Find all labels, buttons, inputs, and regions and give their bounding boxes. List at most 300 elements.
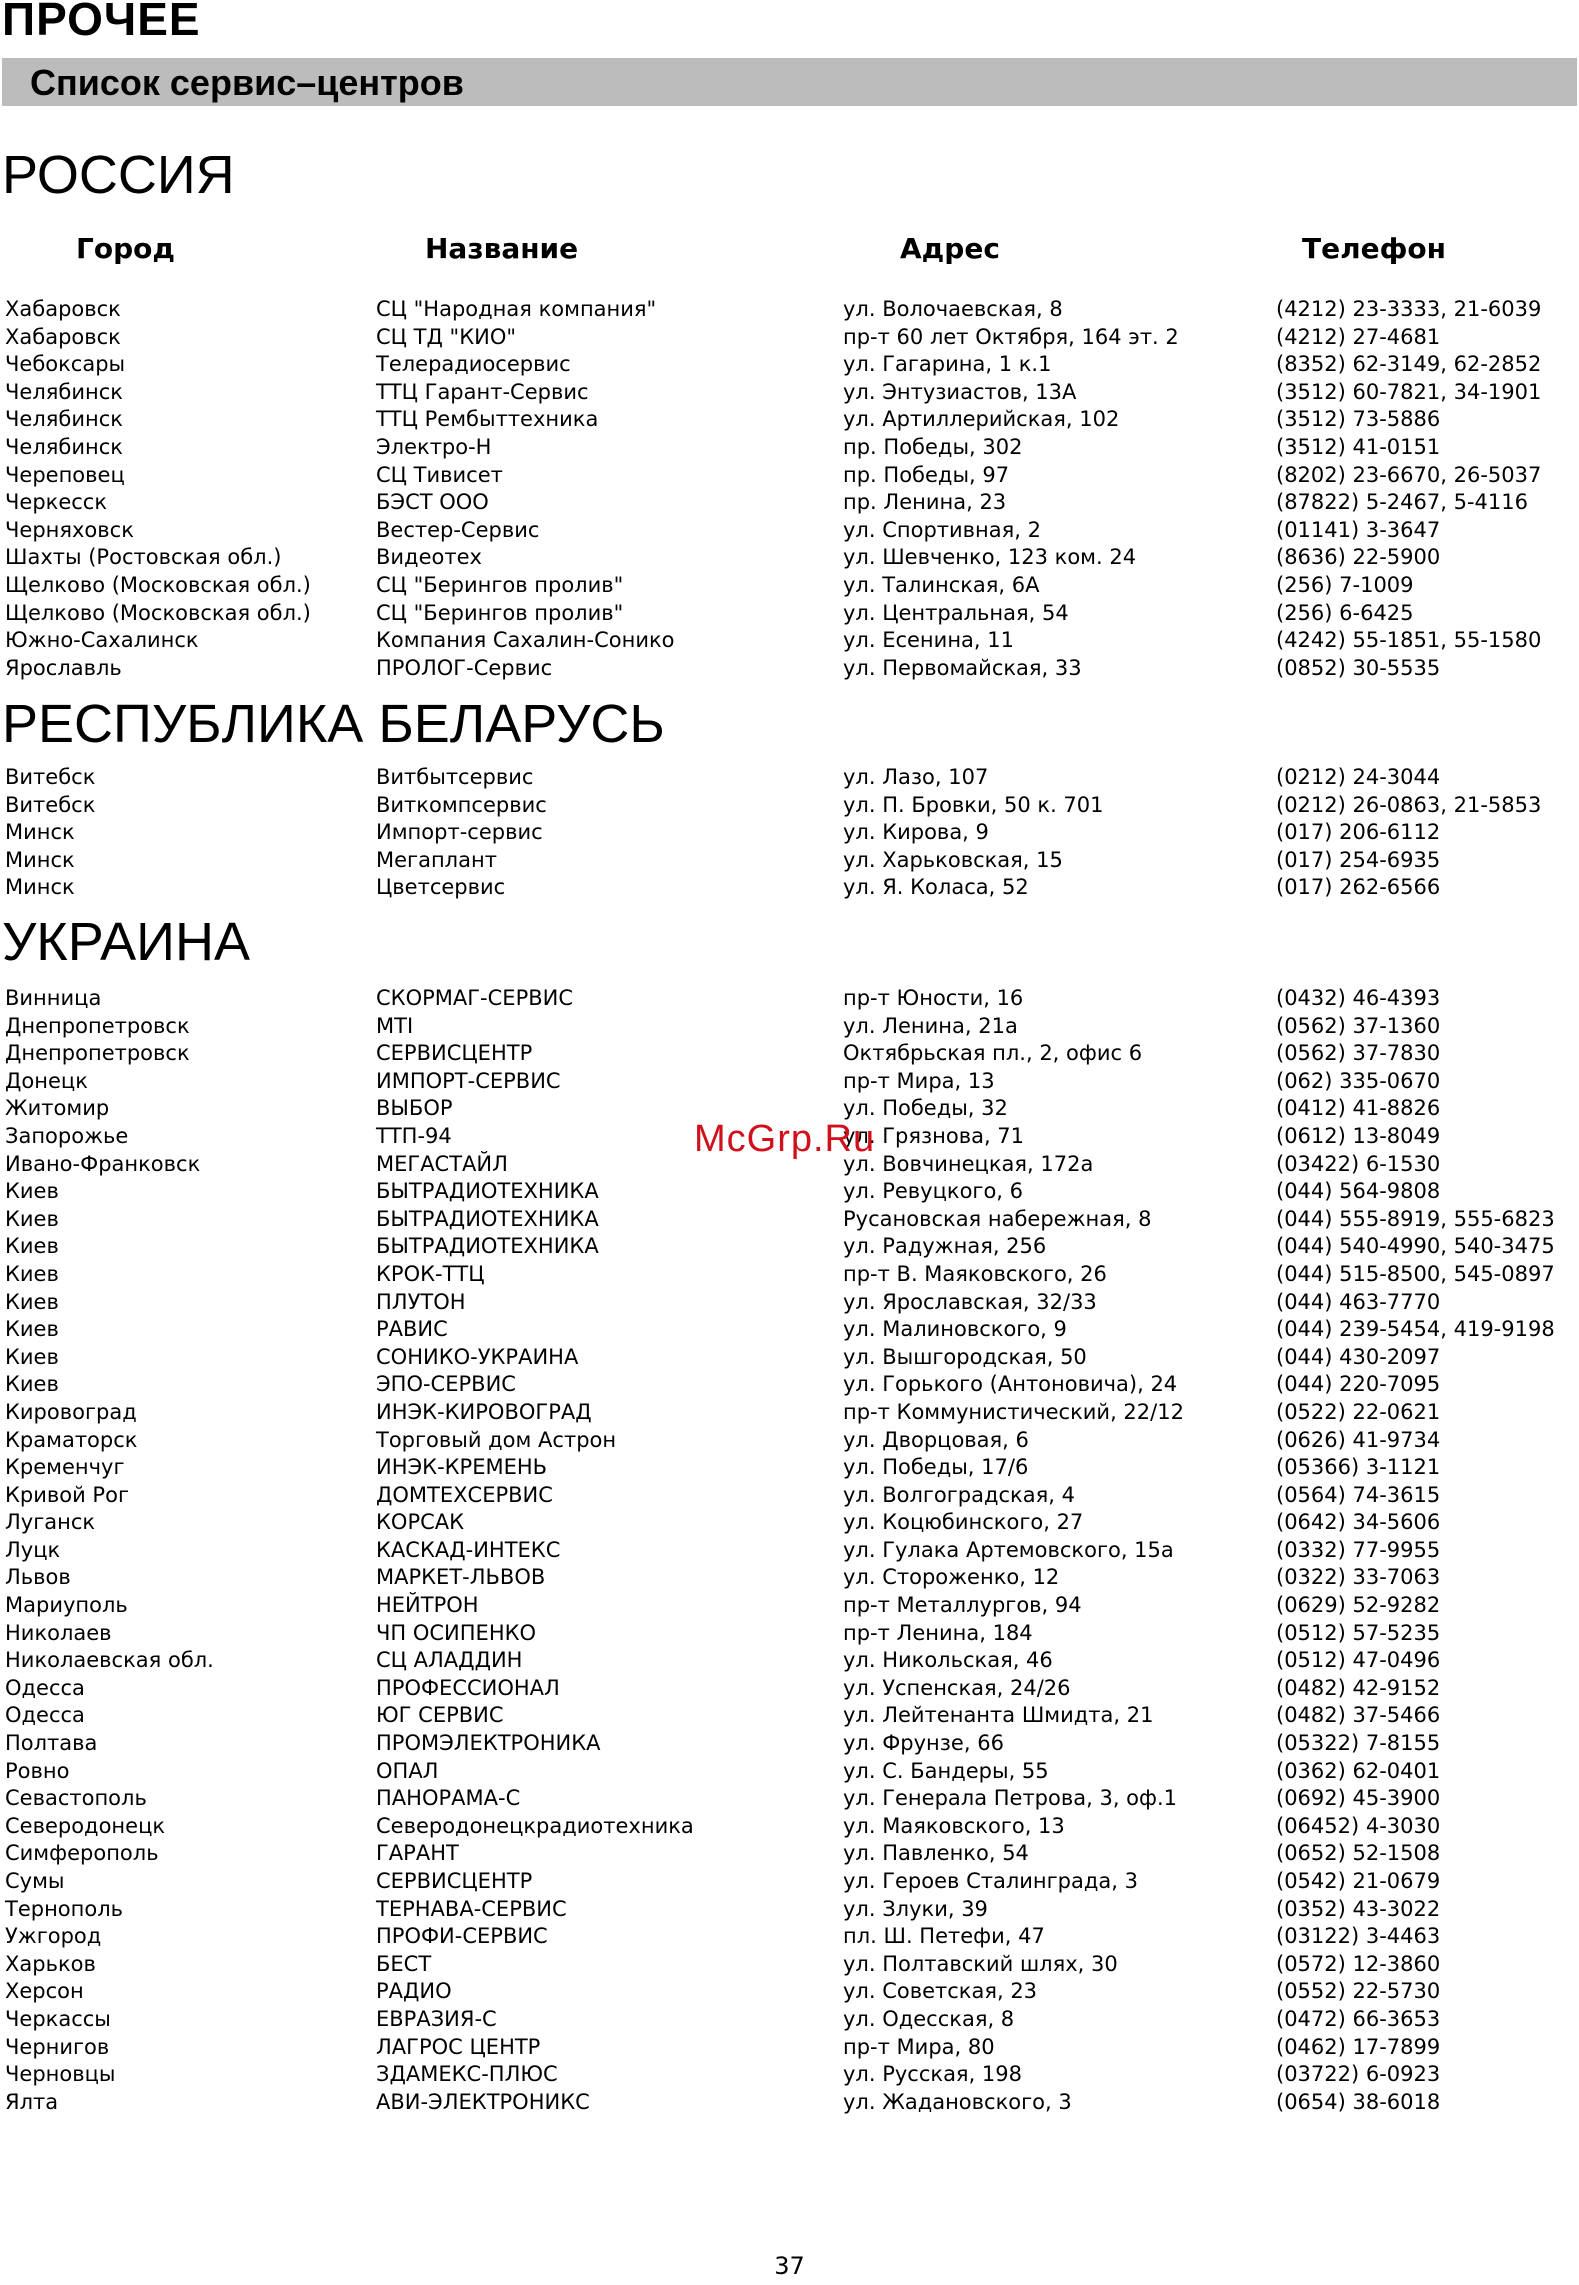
name-cell: Видеотех bbox=[376, 545, 482, 570]
table-row bbox=[0, 434, 1579, 462]
city-cell: Киев bbox=[5, 1289, 59, 1314]
name-cell: Компания Сахалин-Сонико bbox=[376, 628, 675, 653]
name-cell: ВЫБОР bbox=[376, 1096, 453, 1121]
city-cell: Киев bbox=[5, 1344, 59, 1369]
phone-cell: (0692) 45-3900 bbox=[1276, 1786, 1441, 1811]
city-cell: Киев bbox=[5, 1372, 59, 1397]
address-cell: ул. Победы, 17/6 bbox=[843, 1455, 1029, 1480]
name-cell: Телерадиосервис bbox=[376, 352, 571, 377]
table-row bbox=[0, 1399, 1579, 1427]
table-row bbox=[0, 1206, 1579, 1234]
address-cell: ул. Одесская, 8 bbox=[843, 2006, 1015, 2031]
phone-cell: (01141) 3-3647 bbox=[1276, 517, 1441, 542]
phone-cell: (0564) 74-3615 bbox=[1276, 1482, 1441, 1507]
name-cell: Виткомпсервис bbox=[376, 792, 547, 817]
phone-cell: (0332) 77-9955 bbox=[1276, 1537, 1441, 1562]
city-cell: Днепропетровск bbox=[5, 1013, 190, 1038]
name-cell: ИНЭК-КРЕМЕНЬ bbox=[376, 1455, 548, 1480]
name-cell: СОНИКО-УКРАИНА bbox=[376, 1344, 579, 1369]
address-cell: ул. Центральная, 54 bbox=[843, 600, 1069, 625]
table-row bbox=[0, 1758, 1579, 1786]
service-list-belarus bbox=[0, 764, 1579, 902]
address-cell: Октябрьская пл., 2, офис 6 bbox=[843, 1041, 1143, 1066]
address-cell: ул. Гагарина, 1 к.1 bbox=[843, 352, 1052, 377]
name-cell: БЫТРАДИОТЕХНИКА bbox=[376, 1179, 599, 1204]
city-cell: Черкассы bbox=[5, 2006, 111, 2031]
name-cell: СЦ "Берингов пролив" bbox=[376, 572, 624, 597]
name-cell: ЗДАМЕКС-ПЛЮС bbox=[376, 2062, 558, 2087]
address-cell: ул. Первомайская, 33 bbox=[843, 655, 1082, 680]
name-cell: ГАРАНТ bbox=[376, 1841, 459, 1866]
table-row bbox=[0, 1371, 1579, 1399]
table-row bbox=[0, 655, 1579, 683]
city-cell: Сумы bbox=[5, 1869, 65, 1893]
name-cell: Вестер-Сервис bbox=[376, 517, 540, 542]
city-cell: Киев bbox=[5, 1234, 59, 1259]
city-cell: Кривой Рог bbox=[5, 1482, 129, 1507]
phone-cell: (0512) 47-0496 bbox=[1276, 1648, 1441, 1673]
address-cell: ул. Героев Сталинграда, 3 bbox=[843, 1869, 1138, 1893]
city-cell: Ровно bbox=[5, 1758, 70, 1783]
phone-cell: (044) 463-7770 bbox=[1276, 1289, 1441, 1314]
name-cell: ЛАГРОС ЦЕНТР bbox=[376, 2034, 541, 2059]
phone-cell: (4212) 27-4681 bbox=[1276, 324, 1441, 349]
city-cell: Херсон bbox=[5, 1979, 84, 2004]
name-cell: Северодонецкрадиотехника bbox=[376, 1813, 694, 1838]
address-cell: ул. Коцюбинского, 27 bbox=[843, 1510, 1084, 1535]
city-cell: Черкесск bbox=[5, 490, 108, 515]
city-cell: Запорожье bbox=[5, 1123, 129, 1148]
phone-cell: (87822) 5-2467, 5-4116 bbox=[1276, 490, 1528, 515]
table-row bbox=[0, 517, 1579, 545]
watermark: McGrp.Ru bbox=[694, 1118, 876, 1160]
phone-cell: (8352) 62-3149, 62-2852 bbox=[1276, 352, 1542, 377]
table-row bbox=[0, 1289, 1579, 1317]
name-cell: Торговый дом Астрон bbox=[376, 1427, 617, 1452]
table-row bbox=[0, 2061, 1579, 2089]
name-cell: Электро-Н bbox=[376, 434, 492, 459]
name-cell: ЧП ОСИПЕНКО bbox=[376, 1620, 537, 1645]
city-cell: Харьков bbox=[5, 1951, 96, 1976]
table-row bbox=[0, 847, 1579, 875]
city-cell: Полтава bbox=[5, 1731, 98, 1756]
address-cell: ул. Русская, 198 bbox=[843, 2062, 1023, 2087]
phone-cell: (03722) 6-0923 bbox=[1276, 2062, 1441, 2087]
phone-cell: (044) 239-5454, 419-9198 bbox=[1276, 1317, 1555, 1342]
address-cell: ул. Спортивная, 2 bbox=[843, 517, 1041, 542]
table-row bbox=[0, 351, 1579, 379]
address-cell: Русановская набережная, 8 bbox=[843, 1206, 1152, 1231]
column-header-address: Адрес bbox=[900, 232, 1000, 265]
address-cell: пр-т Мира, 80 bbox=[843, 2034, 995, 2059]
table-row bbox=[0, 406, 1579, 434]
city-cell: Киев bbox=[5, 1206, 59, 1231]
table-row bbox=[0, 1647, 1579, 1675]
city-cell: Симферополь bbox=[5, 1841, 159, 1866]
address-cell: ул. Гулака Артемовского, 15а bbox=[843, 1537, 1174, 1562]
phone-cell: (0562) 37-1360 bbox=[1276, 1013, 1441, 1038]
city-cell: Днепропетровск bbox=[5, 1041, 190, 1066]
phone-cell: (06452) 4-3030 bbox=[1276, 1813, 1441, 1838]
phone-cell: (0642) 34-5606 bbox=[1276, 1510, 1441, 1535]
name-cell: СЦ ТД "КИО" bbox=[376, 324, 517, 349]
address-cell: ул. Грязнова, 71 bbox=[843, 1123, 1025, 1148]
name-cell: СКОРМАГ-СЕРВИС bbox=[376, 986, 574, 1010]
city-cell: Витебск bbox=[5, 792, 96, 817]
table-row bbox=[0, 1813, 1579, 1841]
city-cell: Николаев bbox=[5, 1620, 112, 1645]
name-cell: КАСКАД-ИНТЕКС bbox=[376, 1537, 561, 1562]
table-row bbox=[0, 572, 1579, 600]
phone-cell: (0482) 42-9152 bbox=[1276, 1675, 1441, 1700]
name-cell: МЕГАСТАЙЛ bbox=[376, 1151, 508, 1176]
table-row bbox=[0, 1482, 1579, 1510]
city-cell: Черновцы bbox=[5, 2062, 116, 2087]
phone-cell: (017) 254-6935 bbox=[1276, 847, 1441, 872]
city-cell: Львов bbox=[5, 1565, 71, 1590]
table-row bbox=[0, 1785, 1579, 1813]
city-cell: Кировоград bbox=[5, 1399, 137, 1424]
phone-cell: (044) 515-8500, 545-0897 bbox=[1276, 1261, 1555, 1286]
city-cell: Донецк bbox=[5, 1068, 88, 1093]
phone-cell: (0612) 13-8049 bbox=[1276, 1123, 1441, 1148]
name-cell: ИНЭК-КИРОВОГРАД bbox=[376, 1399, 592, 1424]
phone-cell: (0322) 33-7063 bbox=[1276, 1565, 1441, 1590]
city-cell: Хабаровск bbox=[5, 297, 121, 321]
name-cell: ПРОЛОГ-Сервис bbox=[376, 655, 553, 680]
address-cell: ул. Советская, 23 bbox=[843, 1979, 1038, 2004]
city-cell: Винница bbox=[5, 986, 102, 1010]
table-row bbox=[0, 489, 1579, 517]
section-header-bar bbox=[2, 58, 1577, 106]
address-cell: ул. Кирова, 9 bbox=[843, 820, 989, 845]
city-cell: Черняховск bbox=[5, 517, 134, 542]
address-cell: ул. Есенина, 11 bbox=[843, 628, 1014, 653]
name-cell: СЕРВИСЦЕНТР bbox=[376, 1041, 533, 1066]
table-row bbox=[0, 1261, 1579, 1289]
city-cell: Киев bbox=[5, 1317, 59, 1342]
phone-cell: (0572) 12-3860 bbox=[1276, 1951, 1441, 1976]
city-cell: Киев bbox=[5, 1261, 59, 1286]
name-cell: Витбытсервис bbox=[376, 765, 534, 789]
city-cell: Минск bbox=[5, 820, 75, 845]
phone-cell: (0522) 22-0621 bbox=[1276, 1399, 1441, 1424]
address-cell: ул. Лейтенанта Шмидта, 21 bbox=[843, 1703, 1154, 1728]
page-title: ПРОЧЕЕ bbox=[2, 0, 201, 45]
address-cell: ул. Генерала Петрова, 3, оф.1 bbox=[843, 1786, 1178, 1811]
phone-cell: (0482) 37-5466 bbox=[1276, 1703, 1441, 1728]
address-cell: ул. Харьковская, 15 bbox=[843, 847, 1063, 872]
table-row bbox=[0, 874, 1579, 902]
address-cell: ул. Я. Коласа, 52 bbox=[843, 875, 1029, 900]
city-cell: Одесса bbox=[5, 1703, 85, 1728]
name-cell: ЮГ СЕРВИС bbox=[376, 1703, 504, 1728]
address-cell: ул. Злуки, 39 bbox=[843, 1896, 988, 1921]
name-cell: АВИ-ЭЛЕКТРОНИКС bbox=[376, 2089, 590, 2114]
table-row bbox=[0, 2034, 1579, 2062]
address-cell: ул. Фрунзе, 66 bbox=[843, 1731, 1004, 1756]
table-row bbox=[0, 1675, 1579, 1703]
name-cell: РАВИС bbox=[376, 1317, 448, 1342]
city-cell: Кременчуг bbox=[5, 1455, 125, 1480]
address-cell: пр-т Юности, 16 bbox=[843, 986, 1024, 1010]
phone-cell: (0512) 57-5235 bbox=[1276, 1620, 1441, 1645]
city-cell: Луцк bbox=[5, 1537, 61, 1562]
address-cell: пр-т В. Маяковского, 26 bbox=[843, 1261, 1107, 1286]
column-header-name: Название bbox=[425, 232, 579, 265]
table-row bbox=[0, 1233, 1579, 1261]
phone-cell: (0462) 17-7899 bbox=[1276, 2034, 1441, 2059]
table-row bbox=[0, 985, 1579, 1013]
phone-cell: (03122) 3-4463 bbox=[1276, 1924, 1441, 1949]
address-cell: ул. Энтузиастов, 13А bbox=[843, 379, 1077, 404]
table-row bbox=[0, 462, 1579, 490]
name-cell: ТТП-94 bbox=[376, 1123, 452, 1148]
table-row bbox=[0, 2006, 1579, 2034]
phone-cell: (0852) 30-5535 bbox=[1276, 655, 1441, 680]
table-row bbox=[0, 1702, 1579, 1730]
name-cell: БЕСТ bbox=[376, 1951, 432, 1976]
address-cell: ул. Успенская, 24/26 bbox=[843, 1675, 1071, 1700]
name-cell: БЫТРАДИОТЕХНИКА bbox=[376, 1206, 599, 1231]
city-cell: Ялта bbox=[5, 2089, 59, 2114]
table-row bbox=[0, 1068, 1579, 1096]
city-cell: Николаевская обл. bbox=[5, 1648, 214, 1673]
name-cell: ПРОФИ-СЕРВИС bbox=[376, 1924, 548, 1949]
name-cell: ПАНОРАМА-С bbox=[376, 1786, 521, 1811]
table-row bbox=[0, 1454, 1579, 1482]
table-row bbox=[0, 544, 1579, 572]
city-cell: Житомир bbox=[5, 1096, 110, 1121]
name-cell: ПЛУТОН bbox=[376, 1289, 466, 1314]
phone-cell: (05322) 7-8155 bbox=[1276, 1731, 1441, 1756]
table-row bbox=[0, 1564, 1579, 1592]
address-cell: пр. Ленина, 23 bbox=[843, 490, 1007, 515]
phone-cell: (0552) 22-5730 bbox=[1276, 1979, 1441, 2004]
table-row bbox=[0, 1951, 1579, 1979]
section-title: Список сервис–центров bbox=[30, 62, 464, 103]
region-title-belarus: РЕСПУБЛИКА БЕЛАРУСЬ bbox=[2, 694, 665, 754]
column-header-phone: Телефон bbox=[1302, 232, 1446, 265]
address-cell: ул. Волгоградская, 4 bbox=[843, 1482, 1075, 1507]
name-cell: КРОК-ТТЦ bbox=[376, 1261, 485, 1286]
address-cell: ул. Малиновского, 9 bbox=[843, 1317, 1067, 1342]
address-cell: ул. С. Бандеры, 55 bbox=[843, 1758, 1049, 1783]
city-cell: Череповец bbox=[5, 462, 125, 487]
address-cell: ул. Никольская, 46 bbox=[843, 1648, 1053, 1673]
table-row bbox=[0, 1592, 1579, 1620]
phone-cell: (3512) 73-5886 bbox=[1276, 407, 1441, 432]
address-cell: ул. Ярославская, 32/33 bbox=[843, 1289, 1097, 1314]
name-cell: ПРОФЕССИОНАЛ bbox=[376, 1675, 560, 1700]
city-cell: Ярославль bbox=[5, 655, 122, 680]
city-cell: Чернигов bbox=[5, 2034, 110, 2059]
city-cell: Киев bbox=[5, 1179, 59, 1204]
table-row bbox=[0, 1620, 1579, 1648]
name-cell: СЦ "Народная компания" bbox=[376, 297, 657, 321]
table-row bbox=[0, 764, 1579, 792]
address-cell: пл. Ш. Петефи, 47 bbox=[843, 1924, 1045, 1949]
phone-cell: (0562) 37-7830 bbox=[1276, 1041, 1441, 1066]
city-cell: Северодонецк bbox=[5, 1813, 166, 1838]
address-cell: ул. П. Бровки, 50 к. 701 bbox=[843, 792, 1104, 817]
name-cell: КОРСАК bbox=[376, 1510, 465, 1535]
name-cell: ОПАЛ bbox=[376, 1758, 439, 1783]
service-list-russia bbox=[0, 296, 1579, 682]
phone-cell: (256) 7-1009 bbox=[1276, 572, 1414, 597]
city-cell: Хабаровск bbox=[5, 324, 121, 349]
address-cell: ул. Волочаевская, 8 bbox=[843, 297, 1063, 321]
table-row bbox=[0, 1344, 1579, 1372]
city-cell: Одесса bbox=[5, 1675, 85, 1700]
name-cell: БЫТРАДИОТЕХНИКА bbox=[376, 1234, 599, 1259]
address-cell: ул. Вовчинецкая, 172а bbox=[843, 1151, 1094, 1176]
table-row bbox=[0, 2089, 1579, 2117]
table-row bbox=[0, 1537, 1579, 1565]
name-cell: ЭПО-СЕРВИС bbox=[376, 1372, 516, 1397]
city-cell: Севастополь bbox=[5, 1786, 147, 1811]
city-cell: Чебоксары bbox=[5, 352, 126, 377]
table-row bbox=[0, 1868, 1579, 1896]
address-cell: ул. Победы, 32 bbox=[843, 1096, 1008, 1121]
phone-cell: (044) 555-8919, 555-6823 bbox=[1276, 1206, 1555, 1231]
name-cell: ДОМТЕХСЕРВИС bbox=[376, 1482, 553, 1507]
name-cell: Мегаплант bbox=[376, 847, 497, 872]
phone-cell: (0412) 41-8826 bbox=[1276, 1096, 1441, 1121]
address-cell: ул. Шевченко, 123 ком. 24 bbox=[843, 545, 1137, 570]
phone-cell: (03422) 6-1530 bbox=[1276, 1151, 1441, 1176]
city-cell: Щелково (Московская обл.) bbox=[5, 572, 311, 597]
address-cell: ул. Полтавский шлях, 30 bbox=[843, 1951, 1118, 1976]
address-cell: ул. Стороженко, 12 bbox=[843, 1565, 1060, 1590]
address-cell: ул. Павленко, 54 bbox=[843, 1841, 1029, 1866]
city-cell: Челябинск bbox=[5, 434, 123, 459]
phone-cell: (05366) 3-1121 bbox=[1276, 1455, 1441, 1480]
table-row bbox=[0, 819, 1579, 847]
phone-cell: (256) 6-6425 bbox=[1276, 600, 1414, 625]
table-row bbox=[0, 1178, 1579, 1206]
phone-cell: (0432) 46-4393 bbox=[1276, 986, 1441, 1010]
address-cell: ул. Жадановского, 3 bbox=[843, 2089, 1072, 2114]
phone-cell: (0352) 43-3022 bbox=[1276, 1896, 1441, 1921]
phone-cell: (0212) 26-0863, 21-5853 bbox=[1276, 792, 1542, 817]
phone-cell: (0472) 66-3653 bbox=[1276, 2006, 1441, 2031]
city-cell: Южно-Сахалинск bbox=[5, 628, 199, 653]
table-row bbox=[0, 379, 1579, 407]
name-cell: ТТЦ Гарант-Сервис bbox=[376, 379, 589, 404]
name-cell: ИМПОРТ-СЕРВИС bbox=[376, 1068, 561, 1093]
table-row bbox=[0, 1896, 1579, 1924]
city-cell: Витебск bbox=[5, 765, 96, 789]
page-number: 37 bbox=[774, 2252, 805, 2280]
phone-cell: (044) 540-4990, 540-3475 bbox=[1276, 1234, 1555, 1259]
table-row bbox=[0, 296, 1579, 324]
table-row bbox=[0, 1040, 1579, 1068]
address-cell: ул. Артиллерийская, 102 bbox=[843, 407, 1120, 432]
city-cell: Минск bbox=[5, 847, 75, 872]
table-row bbox=[0, 627, 1579, 655]
city-cell: Челябинск bbox=[5, 407, 123, 432]
name-cell: МАРКЕТ-ЛЬВОВ bbox=[376, 1565, 546, 1590]
phone-cell: (0362) 62-0401 bbox=[1276, 1758, 1441, 1783]
phone-cell: (3512) 60-7821, 34-1901 bbox=[1276, 379, 1542, 404]
name-cell: Цветсервис bbox=[376, 875, 506, 900]
address-cell: ул. Талинская, 6А bbox=[843, 572, 1040, 597]
table-row bbox=[0, 324, 1579, 352]
name-cell: НЕЙТРОН bbox=[376, 1593, 479, 1618]
city-cell: Луганск bbox=[5, 1510, 96, 1535]
city-cell: Тернополь bbox=[5, 1896, 124, 1921]
table-row bbox=[0, 1013, 1579, 1041]
name-cell: СЦ АЛАДДИН bbox=[376, 1648, 523, 1673]
phone-cell: (4212) 23-3333, 21-6039 bbox=[1276, 297, 1542, 321]
table-row bbox=[0, 1923, 1579, 1951]
phone-cell: (8636) 22-5900 bbox=[1276, 545, 1441, 570]
city-cell: Ужгород bbox=[5, 1924, 102, 1949]
address-cell: пр. Победы, 97 bbox=[843, 462, 1010, 487]
city-cell: Минск bbox=[5, 875, 75, 900]
name-cell: РАДИО bbox=[376, 1979, 452, 2004]
name-cell: ЕВРАЗИЯ-С bbox=[376, 2006, 497, 2031]
phone-cell: (062) 335-0670 bbox=[1276, 1068, 1441, 1093]
city-cell: Ивано-Франковск bbox=[5, 1151, 201, 1176]
address-cell: ул. Ленина, 21а bbox=[843, 1013, 1018, 1038]
phone-cell: (0652) 52-1508 bbox=[1276, 1841, 1441, 1866]
phone-cell: (044) 564-9808 bbox=[1276, 1179, 1441, 1204]
address-cell: пр-т Ленина, 184 bbox=[843, 1620, 1033, 1645]
city-cell: Шахты (Ростовская обл.) bbox=[5, 545, 282, 570]
table-row bbox=[0, 1509, 1579, 1537]
table-row bbox=[0, 1730, 1579, 1758]
address-cell: ул. Радужная, 256 bbox=[843, 1234, 1047, 1259]
name-cell: БЭСТ ООО bbox=[376, 490, 489, 515]
address-cell: пр-т Коммунистический, 22/12 bbox=[843, 1399, 1184, 1424]
name-cell: Импорт-сервис bbox=[376, 820, 543, 845]
region-title-ukraine: УКРАИНА bbox=[2, 912, 251, 972]
address-cell: пр-т Металлургов, 94 bbox=[843, 1593, 1082, 1618]
phone-cell: (3512) 41-0151 bbox=[1276, 434, 1441, 459]
table-row bbox=[0, 1978, 1579, 2006]
table-row bbox=[0, 1840, 1579, 1868]
name-cell: СЦ "Берингов пролив" bbox=[376, 600, 624, 625]
address-cell: ул. Маяковского, 13 bbox=[843, 1813, 1065, 1838]
name-cell: СЦ Тивисет bbox=[376, 462, 503, 487]
address-cell: ул. Лазо, 107 bbox=[843, 765, 989, 789]
phone-cell: (017) 206-6112 bbox=[1276, 820, 1441, 845]
city-cell: Мариуполь bbox=[5, 1593, 128, 1618]
name-cell: ТЕРНАВА-СЕРВИС bbox=[376, 1896, 567, 1921]
table-row bbox=[0, 792, 1579, 820]
address-cell: ул. Вышгородская, 50 bbox=[843, 1344, 1087, 1369]
address-cell: ул. Горького (Антоновича), 24 bbox=[843, 1372, 1178, 1397]
name-cell: ТТЦ Рембыттехника bbox=[376, 407, 599, 432]
city-cell: Краматорск bbox=[5, 1427, 138, 1452]
address-cell: пр-т 60 лет Октября, 164 эт. 2 bbox=[843, 324, 1179, 349]
name-cell: ПРОМЭЛЕКТРОНИКА bbox=[376, 1731, 601, 1756]
phone-cell: (044) 430-2097 bbox=[1276, 1344, 1441, 1369]
address-cell: пр. Победы, 302 bbox=[843, 434, 1023, 459]
table-row bbox=[0, 600, 1579, 628]
column-header-city: Город bbox=[76, 232, 175, 265]
name-cell: СЕРВИСЦЕНТР bbox=[376, 1869, 533, 1893]
phone-cell: (0626) 41-9734 bbox=[1276, 1427, 1441, 1452]
city-cell: Челябинск bbox=[5, 379, 123, 404]
region-title-russia: РОССИЯ bbox=[2, 145, 235, 205]
phone-cell: (0542) 21-0679 bbox=[1276, 1869, 1441, 1893]
address-cell: пр-т Мира, 13 bbox=[843, 1068, 995, 1093]
phone-cell: (0629) 52-9282 bbox=[1276, 1593, 1441, 1618]
phone-cell: (0212) 24-3044 bbox=[1276, 765, 1441, 789]
